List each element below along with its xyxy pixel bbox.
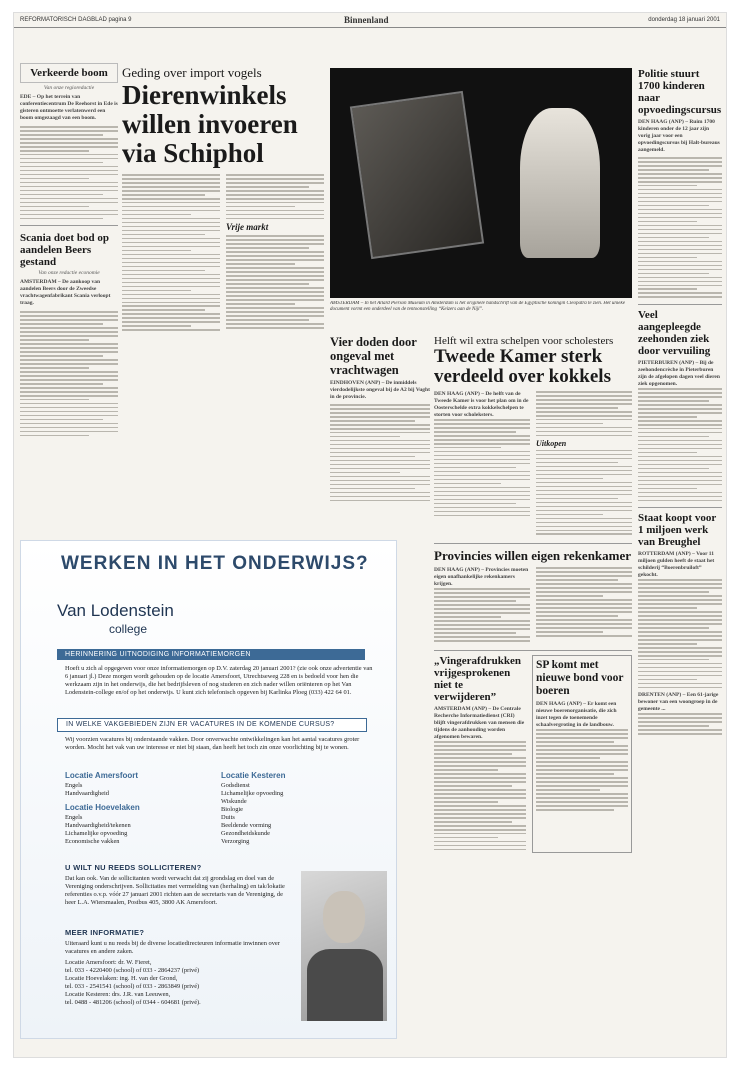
article-lead: DRENTEN (ANP) – Een 61-jarige bewoner van een woongroep in de gemeente ... — [638, 692, 719, 713]
contact-line: tel. 033 - 4220400 (school) of 033 - 2864237 (privé) — [65, 967, 200, 974]
article-columns — [434, 567, 632, 644]
article-title: Provincies willen eigen rekenkamer — [434, 548, 632, 564]
photo-caption — [330, 301, 632, 331]
article-title: Staat koopt voor 1 miljoen werk van Breughel — [638, 512, 717, 549]
column-1 — [20, 63, 118, 533]
amersfoort-subjects — [65, 782, 215, 798]
article-verkeerde-boom — [20, 63, 118, 83]
text-column — [536, 391, 632, 537]
subject: Lichamelijke opvoeding — [221, 790, 284, 797]
cleopatra-photo — [330, 68, 632, 298]
article-lead: AMSTERDAM – De aankoop van aandelen Beers door de Zweedse vrachtwagenfabrikant Scania verloopt traag. — [20, 279, 111, 307]
apply-heading: U WILT NU REEDS SOLLICITEREN? — [65, 863, 202, 872]
article-title: Vier doden door ongeval met vrachtwagen — [330, 335, 417, 377]
vacancy-text: Wij voorzien vacatures bij onderstaande vakken. Door onverwachte ontwikkelingen kan het aantal vacatures groter worden. Mocht het vak van uw interesse er niet bij staan, dan heeft het toch zin onze voorlichting bij te wonen. — [65, 736, 360, 751]
subject: Godsdienst — [221, 782, 250, 789]
caption-text: AMSTERDAM – In het Allard Pierson Museum in Amsterdam is het originele handschrift van de Egyptische koningin Cleopatra te zien. Het unieke document vormt een onderdeel van de tentoonstelling “Keizers aan de Nijl”. — [330, 301, 625, 313]
subheading: Uitkopen — [536, 438, 567, 448]
article-title: Dierenwinkels willen invoeren via Schiphol — [122, 80, 298, 168]
article-lead: AMSTERDAM (ANP) – De Centrale Recherche Informatiedienst (CRI) blijft vingerafdrukken van mensen die tijdens de aanhouding worden afgenomen bewaren. — [434, 706, 525, 741]
contact-line: Locatie Amersfoort: dr. W. Fieret, — [65, 959, 152, 966]
column-5 — [638, 68, 722, 1048]
contact-line: Locatie Kesteren: drs. J.R. van Leeuwen, — [65, 991, 171, 998]
article-lead: DEN HAAG (ANP) – Er komt een nieuwe boerenorganisatie, die zich inzet tegen de toenemende schaalvergroting in de landbouw. — [536, 701, 617, 729]
text-column — [226, 174, 324, 333]
text-column — [434, 567, 530, 644]
article-breughel — [638, 507, 722, 735]
ad-title: WERKEN IN HET ONDERWIJS? — [61, 553, 369, 574]
contact-line: tel. 033 - 2541541 (school) of 033 - 2863849 (privé) — [65, 983, 200, 990]
article-body — [638, 157, 722, 298]
brand-name: Van Lodenstein — [57, 601, 174, 620]
subheading: Vrije markt — [226, 222, 269, 233]
location-hoevelaken: Locatie Hoevelaken — [65, 803, 140, 812]
article-title: „Vingerafdrukken vrijgesprokenen niet te verwijderen” — [434, 655, 521, 704]
reminder-text: Hoeft u zich al opgegeven voor onze informatiemorgen op D.V. zaterdag 20 januari 2001? (zie ook onze advertentie van 6 januari jl.) Deze morgen wordt gehouden op de locatie Amersfoort, Utrechtseweg 228 en is bedoeld voor hen die werkzaam zijn in het onderwijs, die het bedrijfsleven of nog studeren en zich nader willen oriënteren op het Van Lodenstein-college en/of op het onderwijs. U kunt zich telefonisch opgeven bij Karlinka Ploeg (033) 422 64 01. — [65, 665, 373, 696]
subject: Engels — [65, 782, 83, 789]
subject: Handvaardigheid/tekenen — [65, 822, 131, 829]
subject: Economische vakken — [65, 838, 120, 845]
article-title: SP komt met nieuwe bond voor boeren — [536, 659, 624, 698]
person-photo — [301, 871, 387, 1021]
text-column — [122, 174, 220, 333]
subject: Gezondheidskunde — [221, 830, 270, 837]
subject: Beeldende vorming — [221, 822, 272, 829]
subject: Duits — [221, 814, 235, 821]
contact-list — [65, 959, 300, 1007]
byline: Van onze redactie economie — [38, 270, 100, 277]
article-lead: DEN HAAG (ANP) – Provincies moeten eigen onafhankelijke rekenkamers krijgen. — [434, 567, 529, 588]
reminder-bar: HERINNERING UITNODIGING INFORMATIEMORGEN — [57, 649, 365, 660]
article-kicker: Geding over import vogels — [122, 65, 262, 80]
van-lodenstein-advertisement — [20, 540, 397, 1039]
location-kesteren: Locatie Kesteren — [221, 771, 286, 780]
article-body — [330, 404, 430, 501]
manuscript-image — [350, 91, 484, 259]
article-title: Veel aangepleegde zeehonden ziek door vervuiling — [638, 309, 711, 358]
article-body — [20, 311, 118, 436]
article-sp-boeren — [532, 655, 632, 853]
header-date: donderdag 18 januari 2001 — [648, 17, 720, 23]
article-lead: EDE – Op het terrein van conferentiecentrum De Reehorst in Ede is gisteren ontmoette verlatenwerd een boom omgezaagd van een boom. — [20, 94, 118, 121]
subject: Biologie — [221, 806, 244, 813]
header-left: REFORMATORISCH DAGBLAD pagina 9 — [20, 17, 132, 23]
article-title: Tweede Kamer sterk verdeeld over kokkels — [434, 346, 611, 387]
vacancy-bar: IN WELKE VAKGEBIEDEN ZIJN ER VACATURES IN DE KOMENDE CURSUS? — [57, 718, 367, 732]
article-lead: PIETERBUREN (ANP) – Bij de zeehondencrèche in Pieterburen zijn de afgelopen dagen veel dieren ziek opgenomen. — [638, 360, 720, 388]
bust-image — [520, 108, 600, 258]
article-vier-doden — [330, 335, 430, 545]
byline: Van onze regioredactie — [43, 85, 95, 91]
text-column — [434, 391, 530, 537]
article-body — [20, 126, 118, 219]
kesteren-subjects — [221, 782, 371, 846]
subject: Handvaardigheid — [65, 790, 110, 797]
text-column — [536, 567, 632, 644]
bottom-articles — [434, 650, 632, 853]
article-kicker: Helft wil extra schelpen voor scholesters — [434, 335, 614, 347]
article-lead: DEN HAAG (ANP) – De helft van de Tweede Kamer is voor het plan om in de Oosterschelde extra kokkelschelpen te storten voor scholeksters. — [434, 391, 529, 418]
article-zeehonden — [638, 304, 722, 501]
subject: Verzorging — [221, 838, 250, 845]
article-title: Scania doet bod op aandelen Beers gestand — [20, 232, 109, 269]
article-title: Politie stuurt 1700 kinderen naar opvoedingscursus — [638, 68, 722, 116]
header-rule — [14, 27, 726, 28]
article-vingerafdrukken — [434, 655, 526, 853]
newspaper-page — [13, 12, 727, 1058]
location-amersfoort: Locatie Amersfoort — [65, 771, 139, 780]
article-title: Verkeerde boom — [30, 67, 108, 79]
info-heading: MEER INFORMATIE? — [65, 928, 145, 937]
article-scania — [20, 225, 118, 436]
page-header — [14, 13, 726, 27]
subject: Lichamelijke opvoeding — [65, 830, 128, 837]
section-title: Binnenland — [344, 15, 389, 25]
brand-college: college — [109, 622, 148, 636]
article-columns — [434, 391, 632, 537]
contact-line: Locatie Hoevelaken: ing. H. van der Grond, — [65, 975, 178, 982]
article-columns — [122, 174, 324, 333]
column-4 — [434, 335, 632, 1035]
article-rekenkamer — [434, 543, 632, 644]
info-text: Uiteraard kunt u nu reeds bij de diverse locatiedirecteuren informatie inwinnen over vacatures en andere zaken. — [65, 940, 280, 955]
subject: Wiskunde — [221, 798, 247, 805]
article-dierenwinkels — [122, 65, 324, 485]
apply-text: Dat kan ook. Van de sollicitanten wordt verwacht dat zij grondslag en doel van de Vereniging onderschrijven. Sollicitaties met vermelding van (herhaling) en tak/lokatie referenties o.v.p. vóór 27 januari 2001 richten aan de secretaris van de Vereniging, de heer L.A. Wiersmaalen, Postbus 405, 3800 AK Amersfoort. — [65, 875, 285, 906]
article-lead: EINDHOVEN (ANP) – De inmiddels vierdodelijkste ongeval bij de A2 bij Vught in de provincie. — [330, 380, 430, 400]
hoevelaken-subjects — [65, 814, 215, 846]
article-lead: DEN HAAG (ANP) – Ruim 1700 kinderen onder de 12 jaar zijn vorig jaar voor een opvoedingscursus bij Halt-bureaus aangemeld. — [638, 119, 720, 153]
article-lead: ROTTERDAM (ANP) – Voor 11 miljoen gulden heeft de staat het schilderij “Boerenbruiloft” gekocht. — [638, 551, 715, 579]
subject: Engels — [65, 814, 83, 821]
contact-line: tel. 0488 - 481206 (school) of 0344 - 604681 (privé). — [65, 999, 201, 1006]
